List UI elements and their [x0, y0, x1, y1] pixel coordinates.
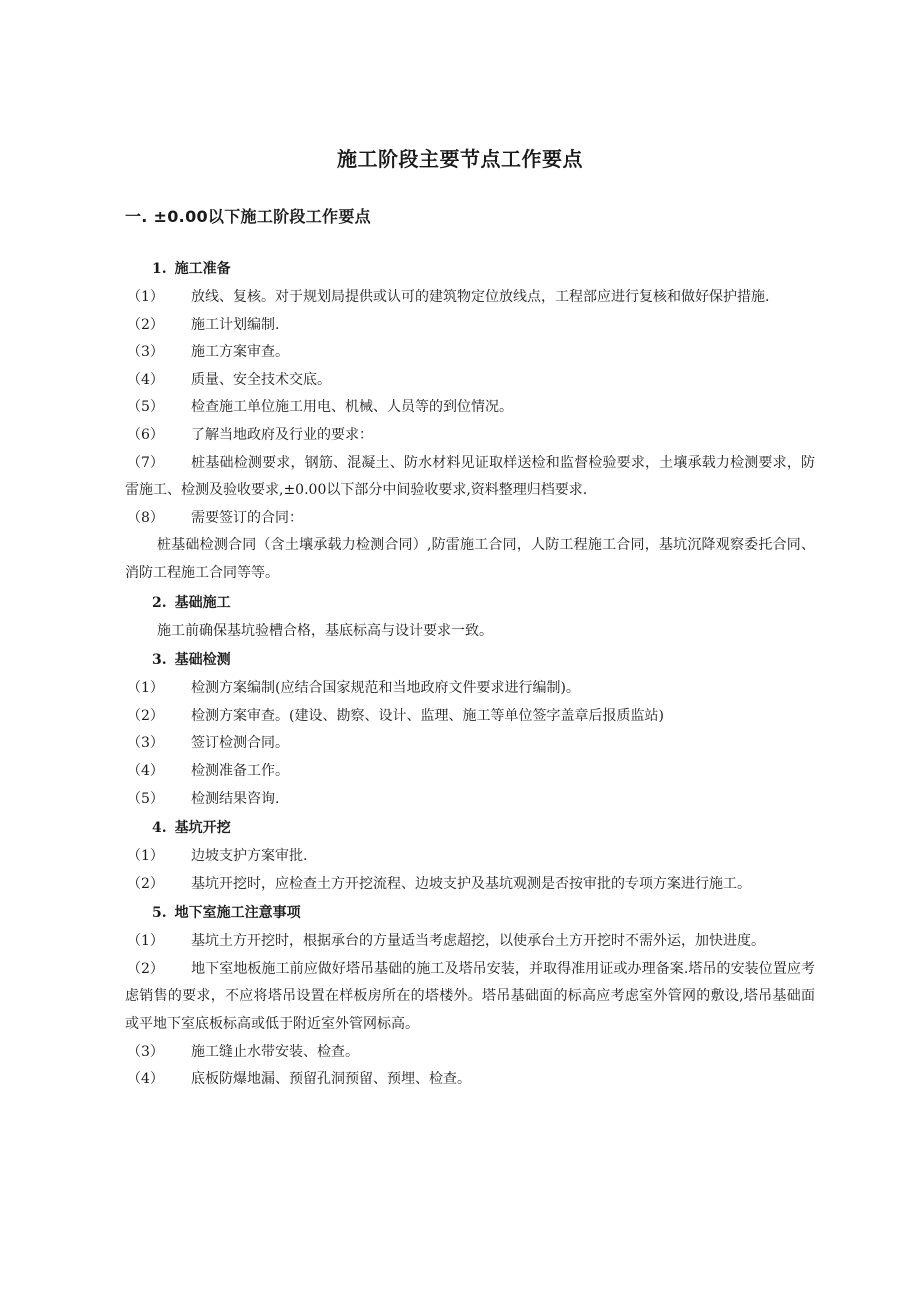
item-text: 地下室地板施工前应做好塔吊基础的施工及塔吊安装，并取得准用证或办理备案.塔吊的安装位置应考虑销售的要求，不应将塔吊设置在样板房所在的塔楼外。塔吊基础面的标高应考虑室外管网的敷设,塔吊基础面或平地下室底板标高或低于附近室外管网标高。	[125, 960, 815, 1033]
item-text: 需要签订的合同：	[191, 509, 303, 526]
item-marker: （2）	[127, 316, 164, 333]
item-text: 检测方案编制(应结合国家规范和当地政府文件要求进行编制)。	[191, 680, 580, 697]
item-marker: （3）	[127, 1043, 164, 1060]
list-item	[125, 1066, 815, 1094]
list-item	[125, 956, 815, 1039]
subsection-title: 基础施工	[174, 594, 231, 611]
item-marker: （3）	[127, 344, 164, 361]
list-item	[125, 367, 815, 395]
subsection-heading	[125, 645, 815, 675]
item-marker: （4）	[127, 762, 164, 779]
section-foundation-testing	[125, 645, 815, 813]
subsection-heading	[125, 254, 815, 284]
subsection-title: 施工准备	[174, 261, 231, 277]
subsection-heading	[125, 588, 815, 618]
item-marker: （4）	[127, 1071, 164, 1088]
item-marker: （1）	[127, 680, 164, 697]
list-item	[125, 394, 815, 422]
list-item	[125, 339, 815, 367]
document-body	[125, 254, 815, 1094]
item-text: 检测结果咨询.	[191, 790, 280, 807]
section-heading: 一. ±0.00以下施工阶段工作要点	[125, 207, 371, 226]
list-item	[125, 450, 815, 505]
item-marker: （2）	[127, 707, 164, 724]
section-basement-notes	[125, 898, 815, 1094]
item-text: 桩基础检测要求，钢筋、混凝土、防水材料见证取样送检和监督检验要求，土壤承载力检测要求，防雷施工、检测及验收要求,±0.00以下部分中间验收要求,资料整理归档要求.	[125, 454, 815, 499]
item-marker: （1）	[127, 933, 164, 950]
section-pit-excavation	[125, 813, 815, 898]
item-marker: （6）	[127, 426, 164, 443]
subsection-number: 3.	[152, 652, 167, 669]
item-marker: （1）	[127, 848, 164, 865]
subsection-title: 基础检测	[174, 652, 231, 669]
item-marker: （2）	[127, 960, 164, 977]
contracts-paragraph: 桩基础检测合同（含土壤承载力检测合同）,防雷施工合同，人防工程施工合同，基坑沉降观察委托合同、消防工程施工合同等等。	[125, 537, 815, 581]
subsection-heading	[125, 898, 815, 928]
list-item	[125, 786, 815, 814]
subsection-title: 地下室施工注意事项	[174, 905, 301, 922]
list-item	[125, 284, 815, 312]
item-text: 检测方案审查。(建设、勘察、设计、监理、施工等单位签字盖章后报质监站)	[191, 707, 664, 724]
item-text: 施工方案审查。	[191, 344, 289, 361]
list-item	[125, 730, 815, 758]
document-title: 施工阶段主要节点工作要点	[337, 147, 583, 171]
item-text: 施工计划编制.	[191, 316, 280, 333]
item-marker: （8）	[127, 509, 164, 526]
list-item	[125, 843, 815, 871]
item-text: 基坑开挖时，应检查土方开挖流程、边坡支护及基坑观测是否按审批的专项方案进行施工。	[191, 875, 751, 892]
list-item	[125, 871, 815, 899]
subsection-number: 2.	[152, 594, 167, 611]
item-text: 基坑土方开挖时，根据承台的方量适当考虑超挖，以使承台土方开挖时不需外运，加快进度。	[191, 933, 765, 950]
item-marker: （7）	[127, 454, 164, 471]
item-marker: （5）	[127, 399, 164, 416]
subsection-number: 5.	[152, 905, 167, 922]
item-marker: （5）	[127, 790, 164, 807]
item-text: 了解当地政府及行业的要求：	[191, 426, 373, 443]
list-item	[125, 422, 815, 450]
list-item	[125, 758, 815, 786]
subsection-number: 4.	[152, 820, 167, 837]
item-marker: （2）	[127, 875, 164, 892]
list-item	[125, 312, 815, 340]
item-text: 质量、安全技术交底。	[191, 371, 331, 388]
list-item	[125, 675, 815, 703]
list-item	[125, 505, 815, 533]
list-item	[125, 928, 815, 956]
section-foundation-construction	[125, 588, 815, 646]
item-text: 施工缝止水带安装、检查。	[191, 1043, 359, 1060]
item-text: 签订检测合同。	[191, 735, 289, 752]
list-item	[125, 703, 815, 731]
item-text: 放线、复核。对于规划局提供或认可的建筑物定位放线点，工程部应进行复核和做好保护措施.	[191, 289, 770, 305]
item-text: 检测准备工作。	[191, 762, 289, 779]
item-marker: （3）	[127, 735, 164, 752]
item-text: 检查施工单位施工用电、机械、人员等的到位情况。	[191, 399, 513, 416]
subsection-number: 1.	[152, 261, 167, 277]
subsection-heading	[125, 813, 815, 843]
list-item	[125, 1039, 815, 1067]
item-text: 底板防爆地漏、预留孔洞预留、预埋、检查。	[191, 1071, 471, 1088]
item-marker: （4）	[127, 371, 164, 388]
section-construction-preparation	[125, 254, 815, 588]
subsection-title: 基坑开挖	[174, 820, 231, 837]
item-text: 边坡支护方案审批.	[191, 848, 308, 865]
foundation-paragraph: 施工前确保基坑验槽合格，基底标高与设计要求一致。	[157, 622, 493, 639]
item-marker: （1）	[127, 289, 164, 305]
